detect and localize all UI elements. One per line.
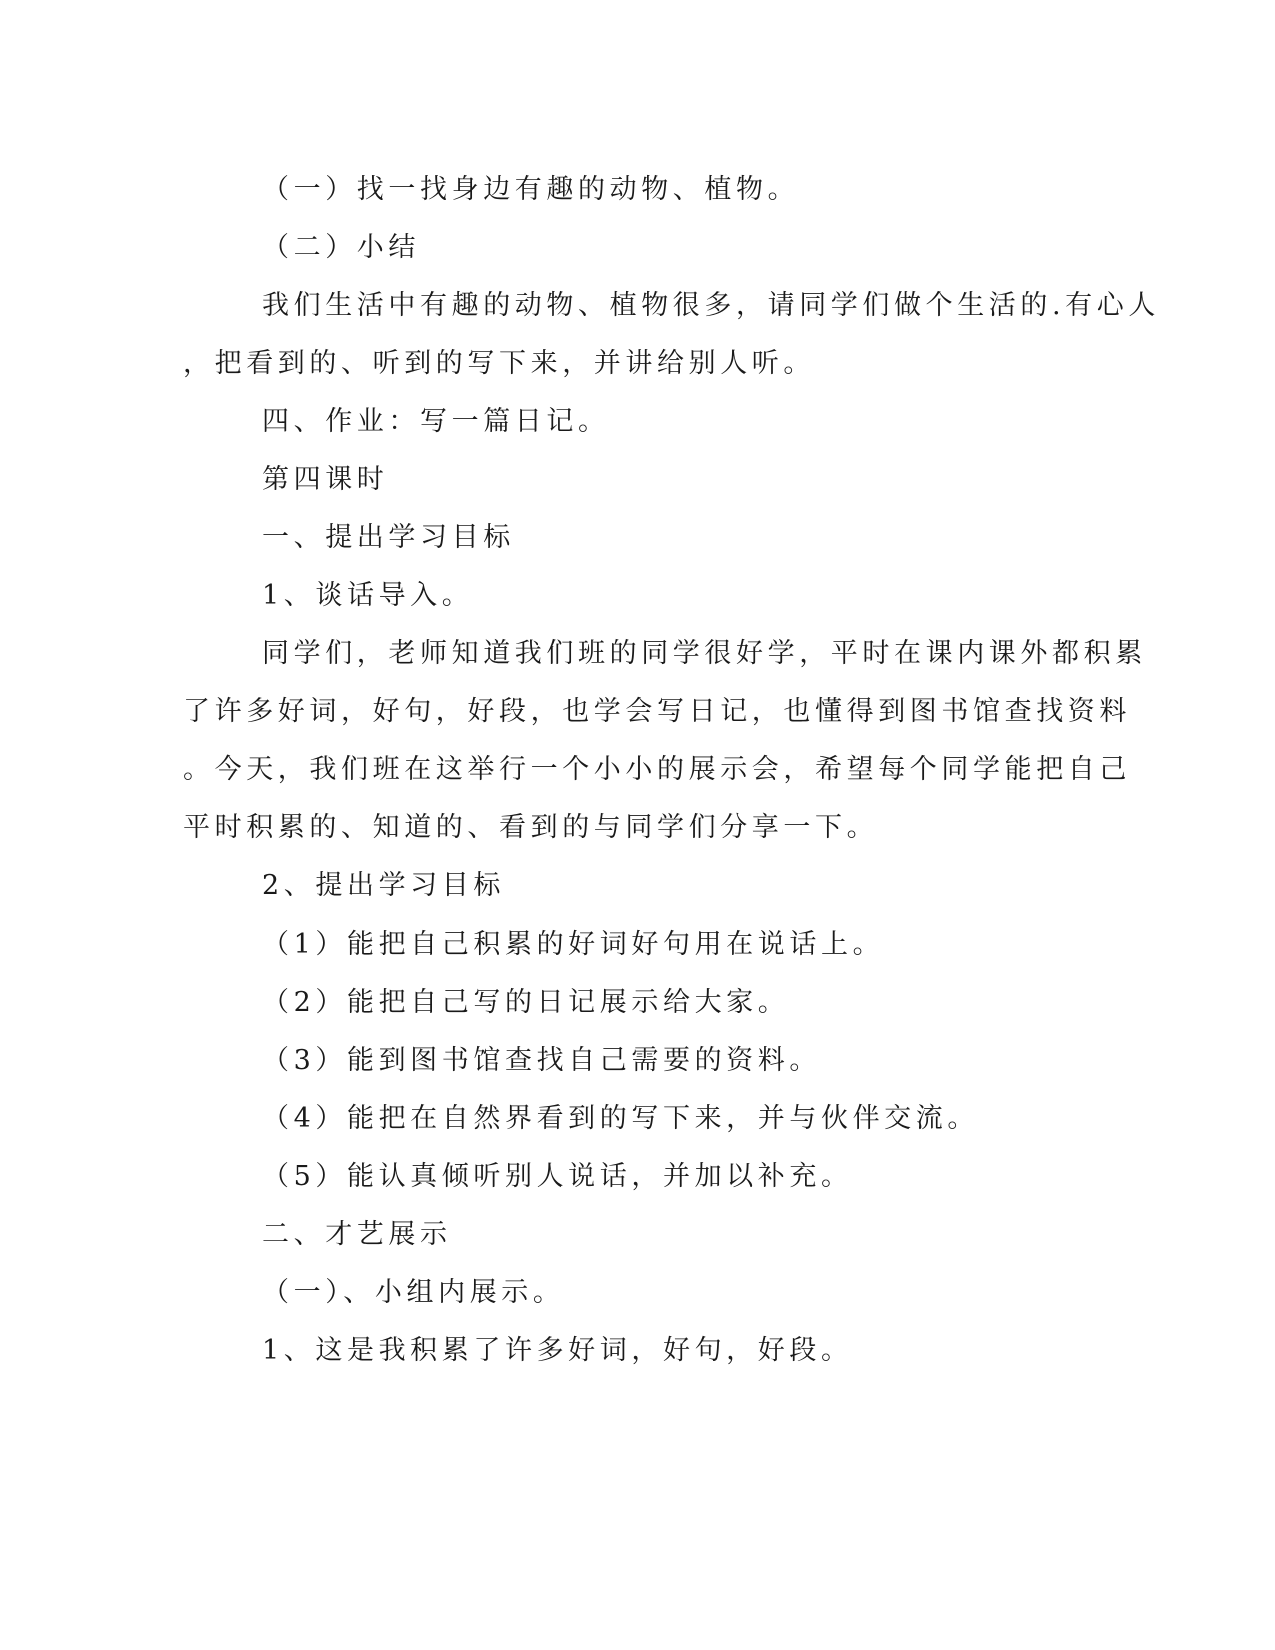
goal-item-2: （2）能把自己写的日记展示给大家。 (262, 987, 790, 1018)
subheading-find-animals-plants: （一）找一找身边有趣的动物、植物。 (262, 174, 800, 205)
paragraph-intro-line-1: 同学们，老师知道我们班的同学很好学，平时在课内课外都积累 (262, 638, 1147, 669)
paragraph-intro-line-4: 平时积累的、知道的、看到的与同学们分享一下。 (183, 812, 879, 843)
goal-item-4: （4）能把在自然界看到的写下来，并与伙伴交流。 (262, 1103, 979, 1134)
item-accumulated-words: 1、这是我积累了许多好词，好句，好段。 (262, 1335, 853, 1366)
subheading-group-show: （一）、小组内展示。 (262, 1277, 565, 1308)
goal-item-3: （3）能到图书馆查找自己需要的资料。 (262, 1045, 821, 1076)
section-heading-goals: 一、提出学习目标 (262, 522, 515, 553)
paragraph-intro-line-2: 了许多好词，好句，好段，也学会写日记，也懂得到图书馆查找资料 (183, 696, 1131, 727)
homework-line: 四、作业：写一篇日记。 (262, 406, 610, 437)
item-propose-goals: 2、提出学习目标 (262, 870, 505, 901)
section-heading-talent-show: 二、才艺展示 (262, 1219, 452, 1250)
subheading-summary: （二）小结 (262, 232, 420, 263)
paragraph-intro-line-3: 。今天，我们班在这举行一个小小的展示会，希望每个同学能把自己 (183, 754, 1131, 785)
goal-item-1: （1）能把自己积累的好词好句用在说话上。 (262, 929, 885, 960)
goal-item-5: （5）能认真倾听别人说话，并加以补充。 (262, 1161, 853, 1192)
lesson-heading: 第四课时 (262, 464, 389, 495)
paragraph-summary-line-1: 我们生活中有趣的动物、植物很多，请同学们做个生活的.有心人 (262, 290, 1160, 321)
paragraph-summary-line-2: ，把看到的、听到的写下来，并讲给别人听。 (183, 348, 815, 379)
item-talk-intro: 1、谈话导入。 (262, 580, 474, 611)
